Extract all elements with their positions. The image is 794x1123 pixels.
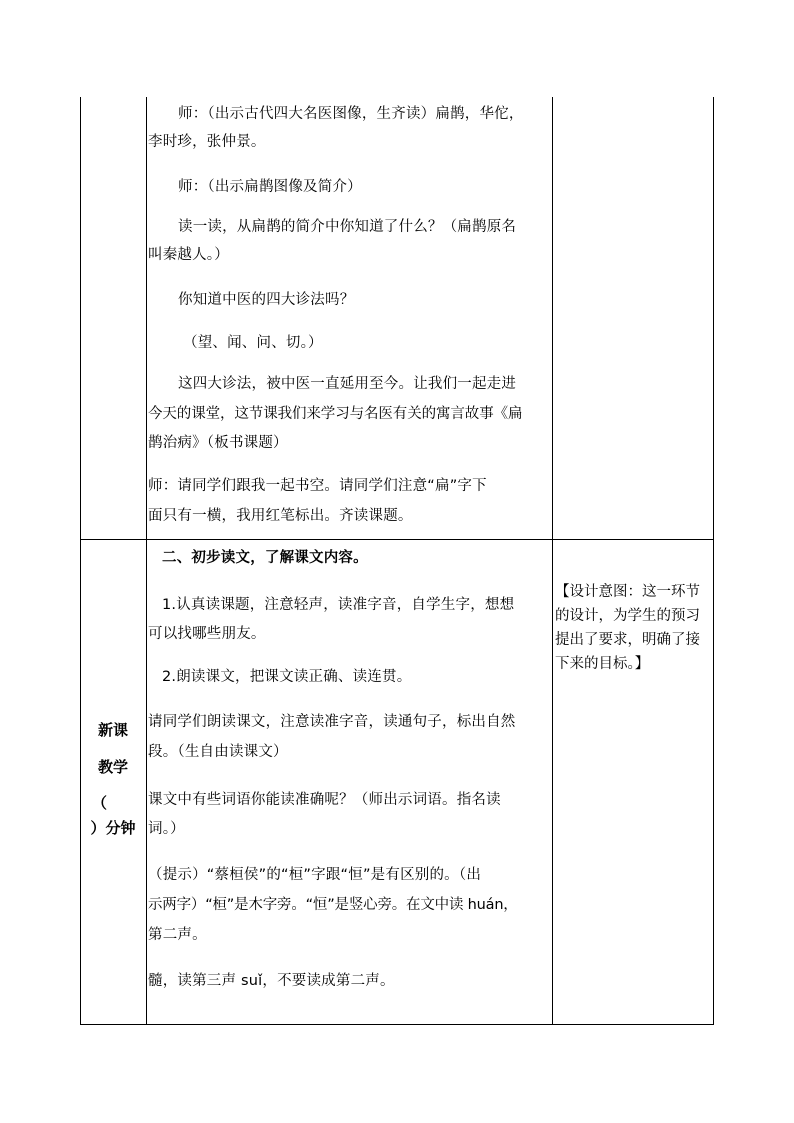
intro-line-2: 今天的课堂，这节课我们来学习与名医有关的寓言故事《扁 (148, 406, 523, 422)
words-line-1: 课文中有些词语你能读准确呢？（师出示词语。指名读 (148, 792, 501, 808)
table-border-bottom (80, 1024, 714, 1025)
intro-line-1: 这四大诊法，被中医一直延用至今。让我们一起走进 (178, 376, 517, 392)
step1-line-2: 可以找哪些朋友。 (148, 626, 266, 642)
diagnosis-question: 你知道中医的四大诊法吗？ (178, 292, 355, 308)
diagnosis-answer: （望、闻、问、切。） (183, 335, 323, 351)
writing-line-1: 师：请同学们跟我一起书空。请同学们注意“扁”字下 (148, 478, 487, 494)
section-heading: 二、初步读文，了解课文内容。 (162, 550, 368, 566)
section-label-line4: ）分钟 (90, 819, 136, 837)
sui-line: 髓，读第三声 suǐ，不要读成第二声。 (148, 973, 395, 989)
design-note-line-4: 下来的目标。】 (555, 656, 650, 672)
read-aloud-line-2: 段。（生自由读课文） (148, 744, 288, 760)
hint-line-2: 示两字）“桓”是木字旁。“恒”是竖心旁。在文中读 huán， (148, 897, 518, 913)
step2-line: 2.朗读课文，把课文读正确、读连贯。 (162, 669, 412, 685)
table-border-right (713, 97, 714, 1025)
section-label-line2: 教学 (97, 758, 128, 776)
teacher-line-3: 师：（出示扁鹊图像及简介） (178, 179, 362, 195)
writing-line-2: 面只有一横，我用红笔标出。齐读课题。 (148, 508, 413, 524)
read-question-line-1: 读一读，从扁鹊的简介中你知道了什么？（扁鹊原名 (178, 219, 517, 235)
teacher-line-1: 师：（出示古代四大名医图像，生齐读）扁鹊，华佗， (178, 106, 524, 122)
section-label-line1: 新课 (97, 721, 128, 739)
section-label-line3: （ (92, 794, 108, 812)
design-note-line-1: 【设计意图：这一环节 (555, 584, 700, 600)
table-row-divider (80, 539, 714, 540)
design-note-line-2: 的设计，为学生的预习 (555, 608, 700, 624)
table-divider-col1 (146, 97, 147, 1025)
teacher-line-2: 李时珍，张仲景。 (148, 134, 266, 150)
read-question-line-2: 叫秦越人。） (148, 247, 229, 263)
hint-line-3: 第二声。 (148, 927, 207, 943)
hint-line-1: （提示）“蔡桓侯”的“桓”字跟“恒”是有区别的。（出 (148, 867, 482, 883)
read-aloud-line-1: 请同学们朗读课文，注意读准字音，读通句子，标出自然 (148, 714, 516, 730)
words-line-2: 词。） (148, 821, 185, 837)
table-border-left (80, 97, 81, 1025)
design-note-line-3: 提出了要求，明确了接 (555, 632, 700, 648)
table-divider-col2 (552, 97, 553, 1025)
step1-line-1: 1.认真读课题，注意轻声，读准字音，自学生字，想想 (162, 597, 515, 613)
intro-line-3: 鹊治病》（板书课题） (148, 435, 288, 451)
